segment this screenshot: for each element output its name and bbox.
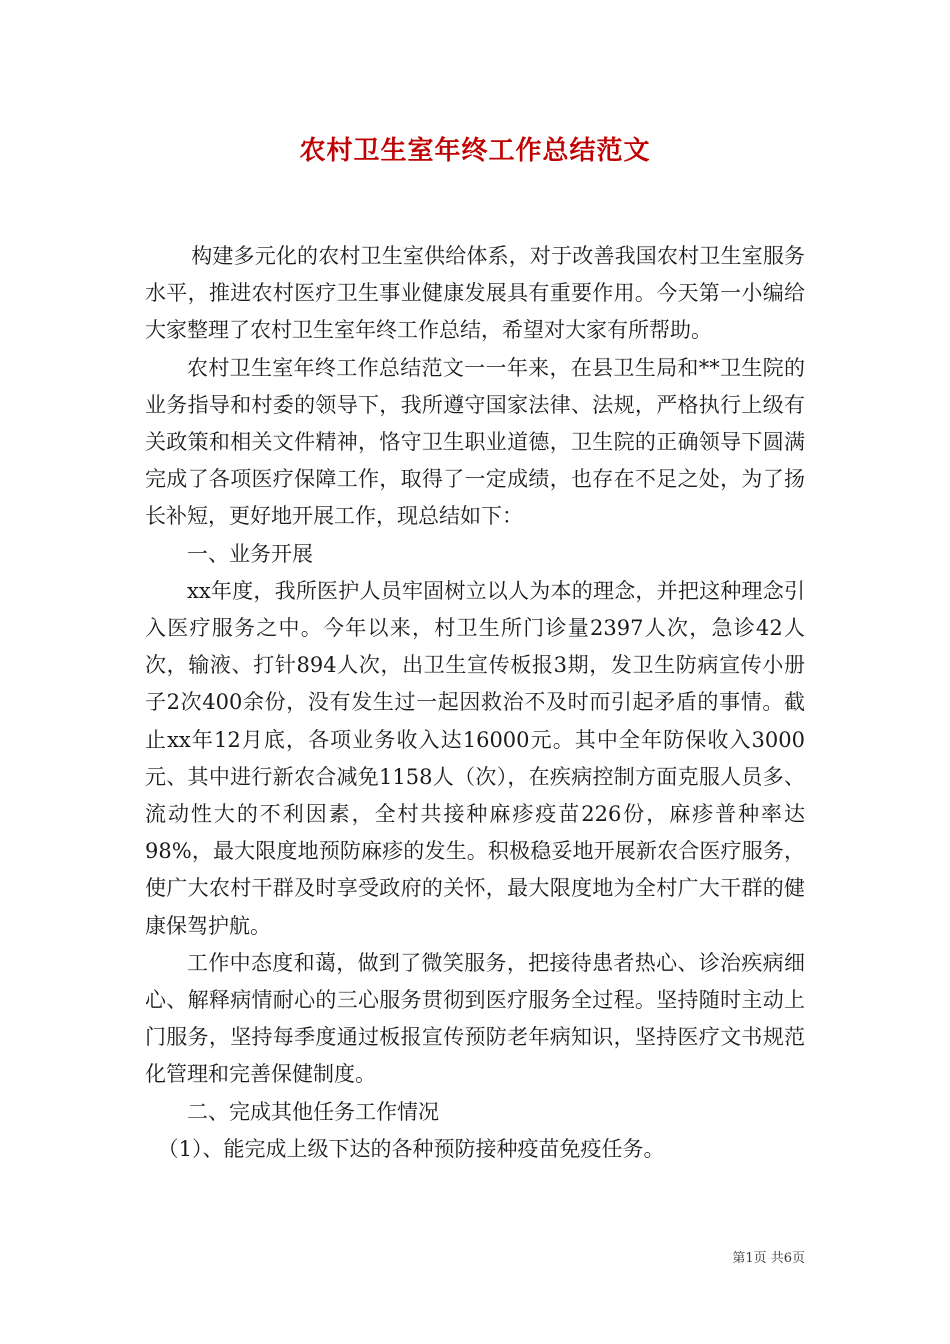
section-heading-other-tasks: 二、完成其他任务工作情况 <box>187 1099 439 1124</box>
paragraph-business-details: xx年度，我所医护人员牢固树立以人为本的理念，并把这种理念引入医疗服务之中。今年以来，村卫生所门诊量2397人次，急诊42人次，输液、打针894人次，出卫生宣传板报3期，发卫生防病宣传小册子2次400余份，没有发生过一起因救治不及时而引起矛盾的事情。截止xx年12月底，各项业务收入达16000元。其中全年防保收入3000元、其中进行新农合减免1158人（次），在疾病控制方面克服人员多、流动性大的不利因素，全村共接种麻疹疫苗226份，麻疹普种率达98%，最大限度地预防麻疹的发生。积极稳妥地开展新农合医疗服务，使广大农村干群及时享受政府的关怀，最大限度地为全村广大干群的健康保驾护航。 <box>145 578 805 938</box>
paragraph-service-attitude: 工作中态度和蔼，做到了微笑服务，把接待患者热心、诊治疾病细心、解释病情耐心的三心服务贯彻到医疗服务全过程。坚持随时主动上门服务，坚持每季度通过板报宣传预防老年病知识，坚持医疗文书规范化管理和完善保健制度。 <box>145 950 805 1087</box>
section-heading-business: 一、业务开展 <box>187 541 313 566</box>
document-body <box>145 238 805 1168</box>
page-number-indicator: 第1页 共6页 <box>732 1251 805 1266</box>
list-item-vaccination: （1）、能完成上级下达的各种预防接种疫苗免疫任务。 <box>157 1136 665 1161</box>
paragraph-intro: 构建多元化的农村卫生室供给体系，对于改善我国农村卫生室服务水平，推进农村医疗卫生事业健康发展具有重要作用。今天第一小编给大家整理了农村卫生室年终工作总结，希望对大家有所帮助。 <box>145 244 805 343</box>
paragraph-summary-opening: 农村卫生室年终工作总结范文一一年来，在县卫生局和**卫生院的业务指导和村委的领导下，我所遵守国家法律、法规，严格执行上级有关政策和相关文件精神，恪守卫生职业道德，卫生院的正确领导下圆满完成了各项医疗保障工作，取得了一定成绩，也存在不足之处，为了扬长补短，更好地开展工作，现总结如下： <box>145 355 805 529</box>
document-title: 农村卫生室年终工作总结范文 <box>299 136 651 166</box>
